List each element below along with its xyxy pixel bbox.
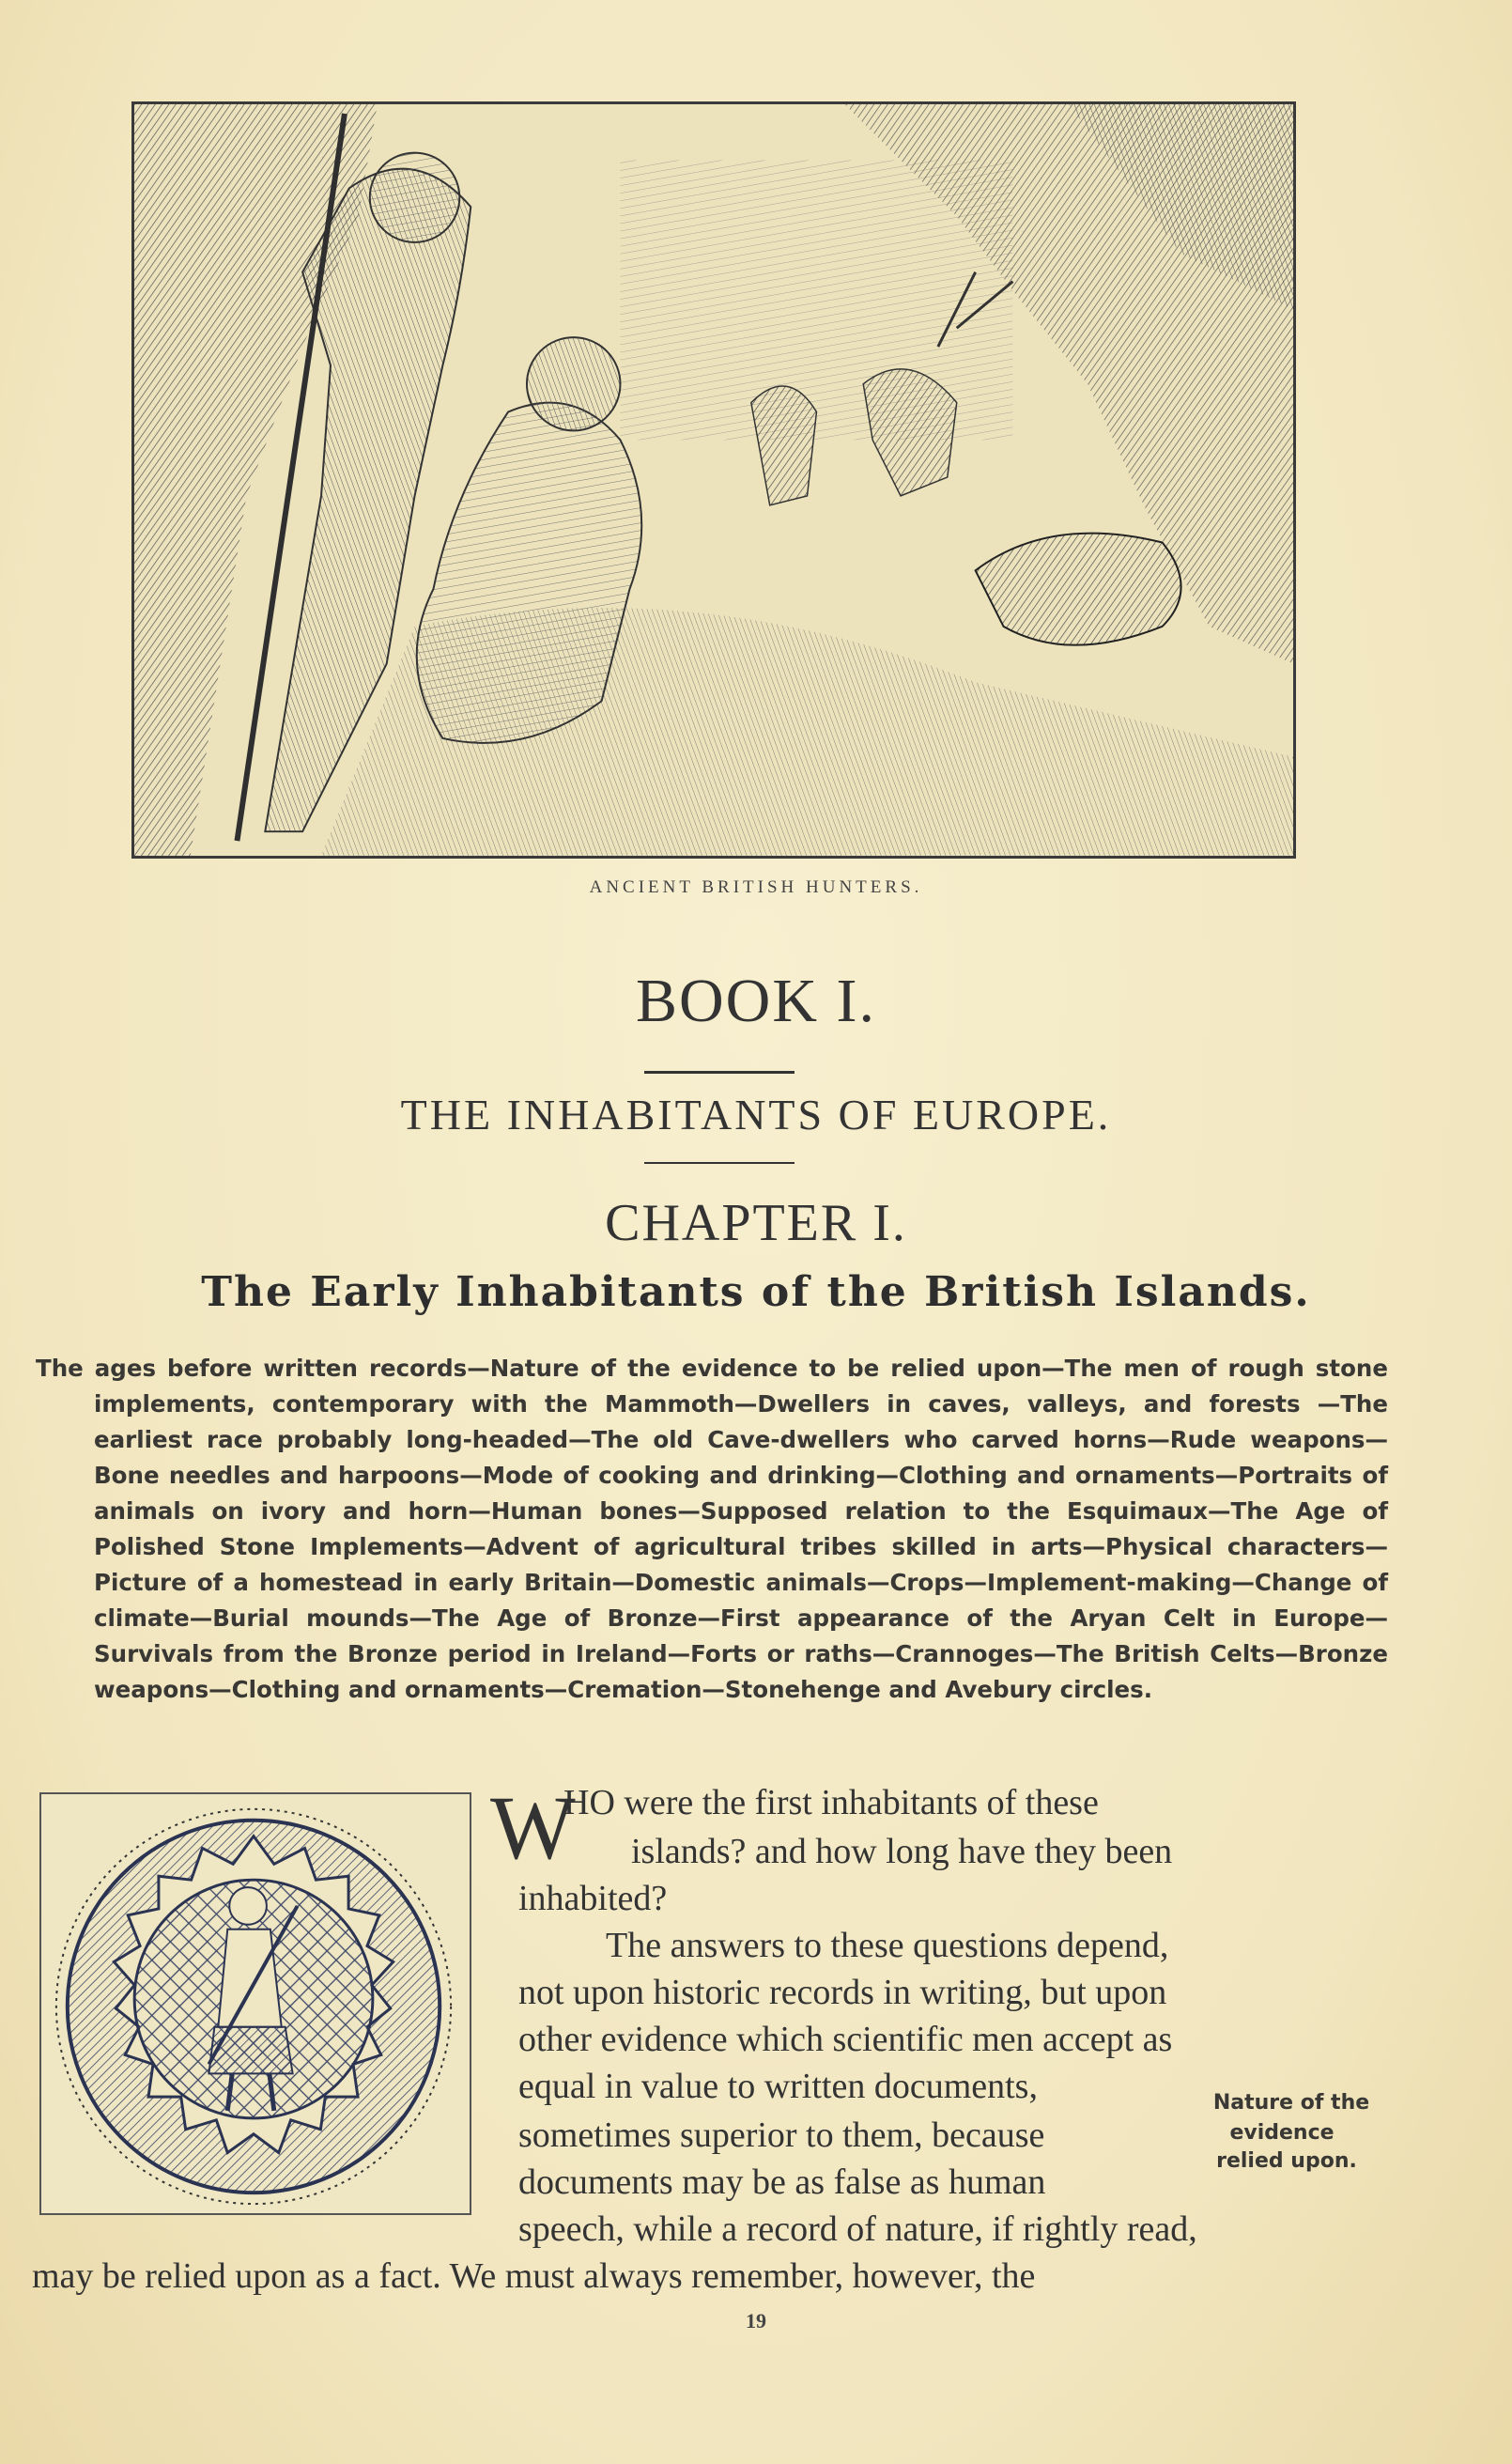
chapter-title: CHAPTER I. — [605, 1194, 907, 1252]
ancient-british-hunters-engraving — [131, 101, 1296, 859]
margin-note-line-3: relied upon. — [1216, 2149, 1357, 2173]
body-line-9: documents may be as false as human — [518, 2162, 1046, 2202]
body-line-1: HO were the first inhabitants of these — [563, 1783, 1099, 1822]
chapter-synopsis: The ages before written records—Nature of the evidence to be relied upon—The men of rough stone implements, contemporary with the Mammoth—Dwellers in caves, valleys, and forests —The earliest race probably long-headed—The old Cave-dwellers who carved horns—Rude weapons—Bone needles and harpoons—Mode of cooking and drinking—Clothing and ornaments—Portraits of animals on ivory and horn—Human bones—Supposed relation to the Esquimaux—The Age of Polished Stone Implements—Advent of agricultural tribes skilled in arts—Physical characters—Picture of a homestead in early Britain—Domestic animals—Crops—Implement-making—Change of climate—Burial mounds—The Age of Bronze—First appearance of the Aryan Celt in Europe—Survivals from the Bronze period in Ireland—Forts or raths—Crannoges—The British Celts—Bronze weapons—Clothing and ornaments—Cremation—Stonehenge and Avebury circles. — [36, 1355, 1388, 1703]
title-rule — [644, 1071, 795, 1074]
margin-note-line-2: evidence — [1229, 2121, 1335, 2145]
illustration-caption: ANCIENT BRITISH HUNTERS. — [589, 877, 923, 897]
body-line-11: may be relied upon as a fact. We must always remember, however, the — [32, 2256, 1036, 2296]
body-line-4: The answers to these questions depend, — [606, 1926, 1169, 1965]
body-line-5: not upon historic records in writing, but upon — [518, 1973, 1167, 2012]
chapter-subtitle: The Early Inhabitants of the British Islands. — [201, 1268, 1311, 1316]
page-number: 19 — [746, 2309, 766, 2332]
engraving-art — [134, 104, 1293, 856]
part-title: THE INHABITANTS OF EUROPE. — [400, 1091, 1112, 1139]
body-line-8: sometimes superior to them, because — [518, 2115, 1045, 2155]
body-line-7: equal in value to written documents, — [518, 2067, 1038, 2106]
body-line-2: islands? and how long have they been — [631, 1832, 1173, 1871]
body-line-6: other evidence which scientific men accept as — [518, 2020, 1173, 2059]
medallion-illustration — [39, 1792, 471, 2215]
book-title: BOOK I. — [636, 967, 876, 1035]
medallion-art — [41, 1794, 470, 2213]
part-rule — [644, 1162, 795, 1164]
body-line-10: speech, while a record of nature, if rightly read, — [518, 2209, 1197, 2249]
body-line-3: inhabited? — [518, 1879, 668, 1918]
margin-note-line-1: Nature of the — [1212, 2091, 1370, 2115]
drop-cap: W — [490, 1777, 576, 1878]
